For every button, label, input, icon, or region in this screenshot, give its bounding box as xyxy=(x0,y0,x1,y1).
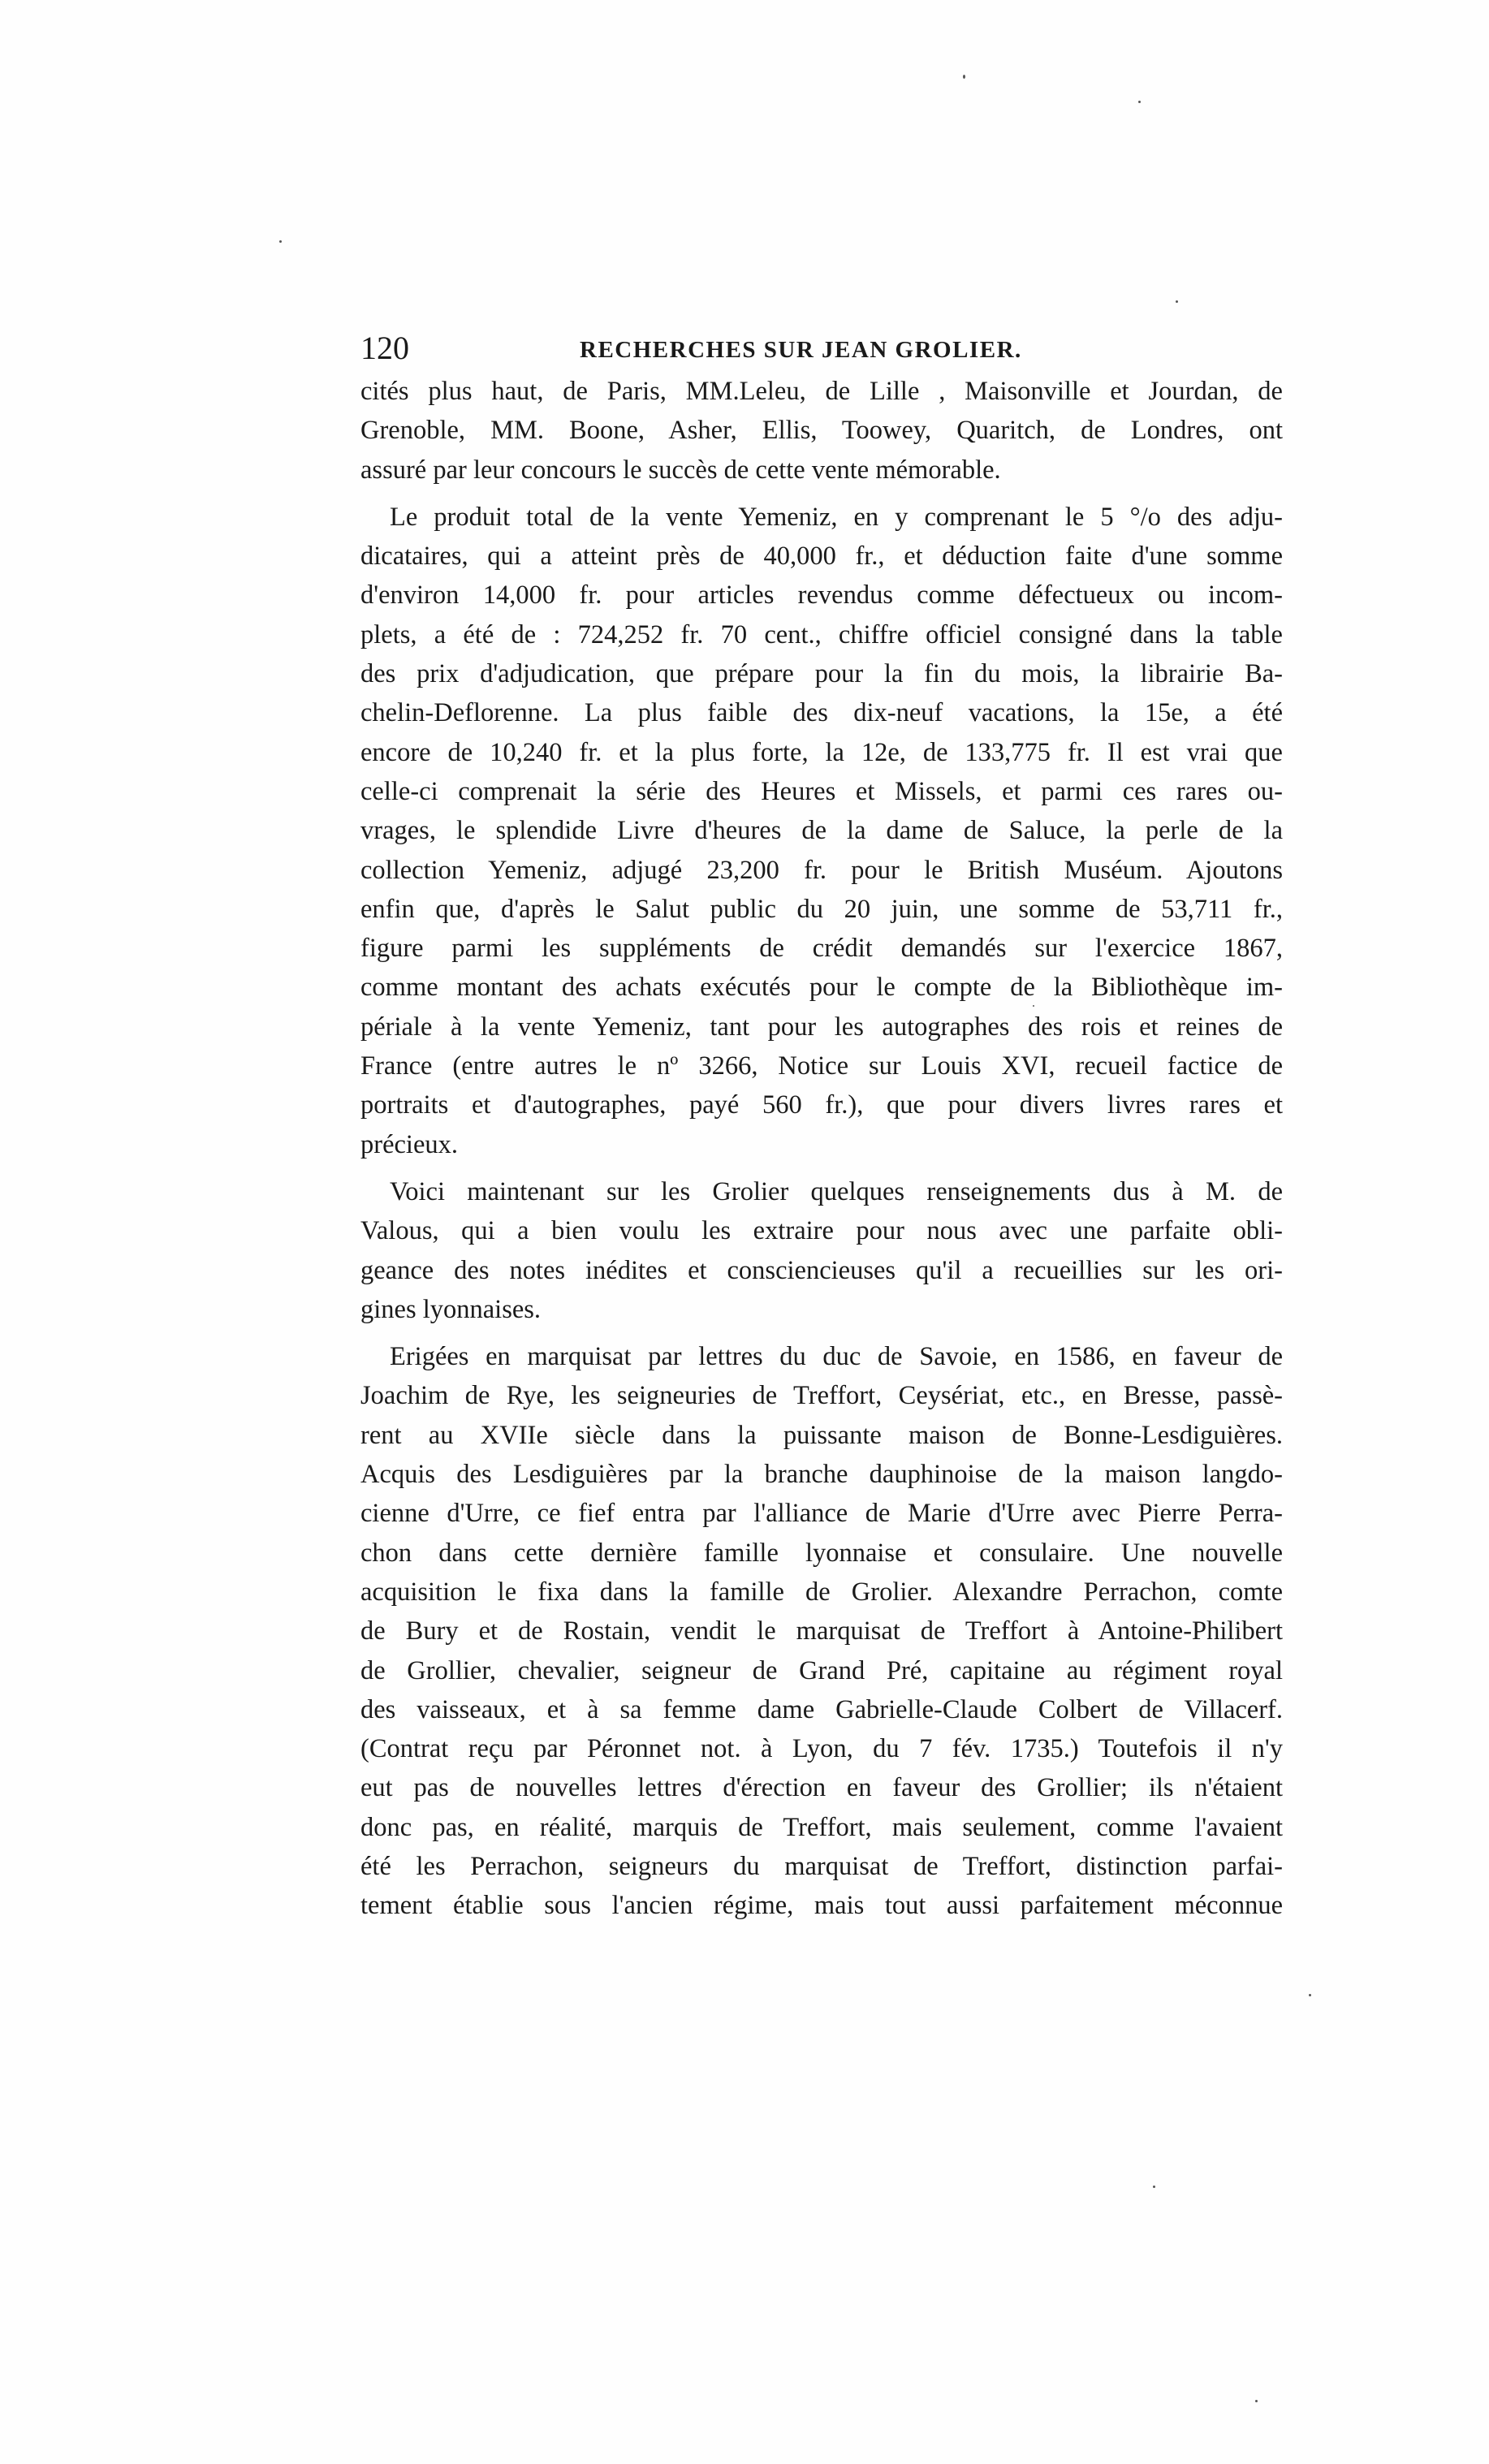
scan-speck xyxy=(963,75,965,79)
text-line: Joachim de Rye, les seigneuries de Treffort, Ceysériat, etc., en Bresse, passè- xyxy=(360,1381,1283,1411)
paragraph-2 xyxy=(360,498,1283,1164)
text-line: vrages, le splendide Livre d'heures de la dame de Saluce, la perle de la xyxy=(360,816,1283,846)
scan-speck xyxy=(1033,1005,1034,1007)
paragraph-3 xyxy=(360,1172,1283,1329)
running-title: RECHERCHES SUR JEAN GROLIER. xyxy=(580,337,1022,363)
text-line: dicataires, qui a atteint près de 40,000 fr., et déduction faite d'une somme xyxy=(360,542,1283,572)
page-number: 120 xyxy=(360,330,409,366)
paragraph-4 xyxy=(360,1337,1283,1925)
text-line: donc pas, en réalité, marquis de Treffort, mais seulement, comme l'avaient xyxy=(360,1812,1283,1842)
text-line: cités plus haut, de Paris, MM.Leleu, de Lille , Maisonville et Jourdan, de xyxy=(360,377,1283,406)
text-line: Erigées en marquisat par lettres du duc de Savoie, en 1586, en faveur de xyxy=(390,1342,1283,1372)
text-line: figure parmi les suppléments de crédit demandés sur l'exercice 1867, xyxy=(360,934,1283,964)
text-line: de Bury et de Rostain, vendit le marquisat de Treffort à Antoine-Philibert xyxy=(360,1616,1283,1646)
text-line: Valous, qui a bien voulu les extraire pour nous avec une parfaite obli- xyxy=(360,1216,1283,1246)
text-line: Grenoble, MM. Boone, Asher, Ellis, Toowey, Quaritch, de Londres, ont xyxy=(360,416,1283,446)
text-line: assuré par leur concours le succès de cette vente mémorable. xyxy=(360,455,1001,485)
text-line: des prix d'adjudication, que prépare pour la fin du mois, la librairie Ba- xyxy=(360,659,1283,689)
text-line: cienne d'Urre, ce fief entra par l'alliance de Marie d'Urre avec Pierre Perra- xyxy=(360,1499,1283,1529)
scan-speck xyxy=(1309,1994,1311,1996)
text-line: geance des notes inédites et consciencieuses qu'il a recueillies sur les ori- xyxy=(360,1255,1283,1285)
text-line: acquisition le fixa dans la famille de Grolier. Alexandre Perrachon, comte xyxy=(360,1577,1283,1607)
body-text xyxy=(360,372,1283,1926)
scan-speck xyxy=(1153,2186,1155,2188)
scan-speck xyxy=(1255,2400,1258,2402)
text-line: plets, a été de : 724,252 fr. 70 cent., chiffre officiel consigné dans la table xyxy=(360,619,1283,649)
text-line: chelin-Deflorenne. La plus faible des dix-neuf vacations, la 15e, a été xyxy=(360,698,1283,728)
text-line: des vaisseaux, et à sa femme dame Gabrielle-Claude Colbert de Villacerf. xyxy=(360,1694,1283,1724)
paragraph-1 xyxy=(360,372,1283,490)
scan-speck xyxy=(1138,101,1141,103)
text-line: comme montant des achats exécutés pour le compte de la Bibliothèque im- xyxy=(360,973,1283,1003)
text-line: gines lyonnaises. xyxy=(360,1294,542,1324)
text-line: (Contrat reçu par Péronnet not. à Lyon, du 7 fév. 1735.) Toutefois il n'y xyxy=(360,1734,1283,1764)
text-line: celle-ci comprenait la série des Heures et Missels, et parmi ces rares ou- xyxy=(360,776,1283,806)
text-line: Acquis des Lesdiguières par la branche dauphinoise de la maison langdo- xyxy=(360,1460,1283,1490)
scan-speck xyxy=(279,240,282,243)
text-line: précieux. xyxy=(360,1129,459,1159)
text-line: rent au XVIIe siècle dans la puissante maison de Bonne-Lesdiguières. xyxy=(360,1420,1283,1450)
text-line: eut pas de nouvelles lettres d'érection en faveur des Grollier; ils n'étaient xyxy=(360,1773,1283,1803)
text-line: Voici maintenant sur les Grolier quelques renseignements dus à M. de xyxy=(390,1176,1283,1206)
text-line: France (entre autres le nº 3266, Notice sur Louis XVI, recueil factice de xyxy=(360,1051,1283,1081)
text-line: été les Perrachon, seigneurs du marquisat de Treffort, distinction parfai- xyxy=(360,1851,1283,1881)
page-header xyxy=(360,328,1283,369)
scan-speck xyxy=(1176,300,1178,303)
text-line: d'environ 14,000 fr. pour articles revendus comme défectueux ou incom- xyxy=(360,580,1283,611)
text-line: collection Yemeniz, adjugé 23,200 fr. pour le British Muséum. Ajoutons xyxy=(360,855,1283,885)
text-line: périale à la vente Yemeniz, tant pour les autographes des rois et reines de xyxy=(360,1012,1283,1042)
text-line: Le produit total de la vente Yemeniz, en y comprenant le 5 °/o des adju- xyxy=(390,502,1283,532)
text-line: chon dans cette dernière famille lyonnaise et consulaire. Une nouvelle xyxy=(360,1538,1283,1568)
text-line: encore de 10,240 fr. et la plus forte, la 12e, de 133,775 fr. Il est vrai que xyxy=(360,737,1283,767)
text-line: tement établie sous l'ancien régime, mais tout aussi parfaitement méconnue xyxy=(360,1891,1283,1921)
text-line: de Grollier, chevalier, seigneur de Grand Pré, capitaine au régiment royal xyxy=(360,1655,1283,1685)
text-line: portraits et d'autographes, payé 560 fr.), que pour divers livres rares et xyxy=(360,1090,1283,1120)
text-line: enfin que, d'après le Salut public du 20 juin, une somme de 53,711 fr., xyxy=(360,894,1283,924)
